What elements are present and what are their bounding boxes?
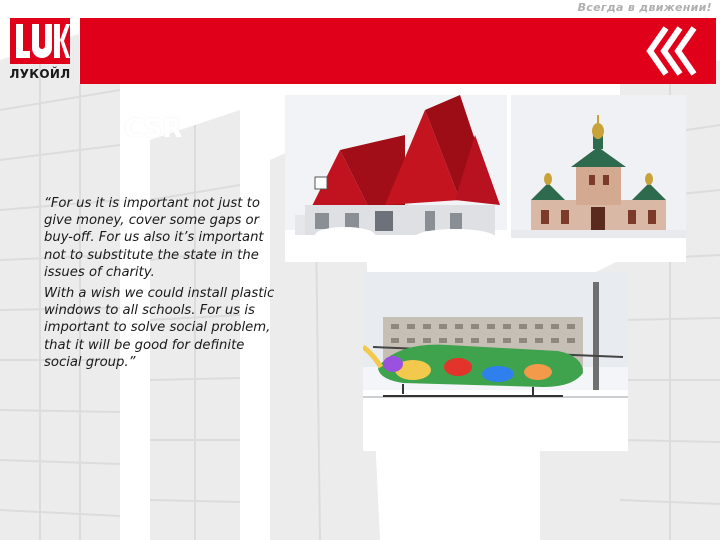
quote-paragraph: With a wish we could install plastic windows to all schools. For us is important to solve social problem, that it will be good for definite social group.” [44,286,275,370]
lukoil-logo [8,18,72,84]
logo-wordmark: ЛУКОЙЛ [9,67,71,81]
quote-paragraph: “For us it is important not just to give money, cover some gaps or buy-off. For us also it’s important not to substitute the state in the issues of charity. [44,196,264,280]
photo-church [511,95,686,262]
lukoil-logo-icon [10,18,70,64]
slide-title: CSR [124,114,183,144]
header-red-band [79,18,716,84]
chevrons-icon [644,24,704,78]
quote-text-block [44,195,276,371]
photo-building [285,95,507,262]
slogan-tagline: Всегда в движении! [577,1,712,14]
photo-helicopter [363,272,628,451]
